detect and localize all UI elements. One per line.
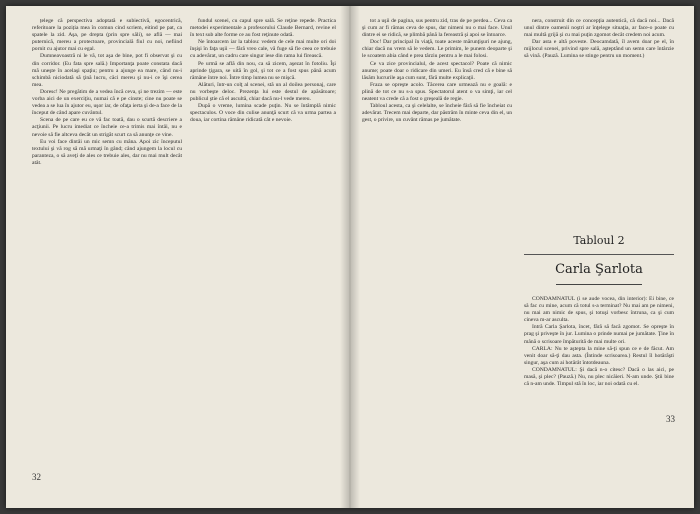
paragraph: După o vreme, lumina scade puţin. Nu se întâmplă nimic spectaculos. O voce din culise anunţă scurt că va urma partea a doua, iar cortina rămâne ridicată cât e nevoie. — [190, 103, 336, 124]
paragraph: CARLA: Nu te aştepta la mine să-ţi spun ce e de făcut. Am venit doar să-ţi dau asta. (Întinde scrisoarea.) Restul îl hotărăşti singur, aşa cum ai hotărât întotdeauna. — [524, 345, 674, 366]
paragraph: Intră Carla Şarlota, încet, fără să facă zgomot. Se opreşte în prag şi priveşte în jur. Lumina o prinde numai pe jumătate. Ţine în mână o scrisoare împăturită de mai multe ori. — [524, 324, 674, 345]
paragraph: Ne întoarcem iar la tablou: vedem de cele mai multe ori doi înşişi în faţa uşii — fără vreo cale, vă fuge să fie ceea ce trebuie cu adevărat, un cadru care singur iese din rama lui firească. — [190, 39, 336, 60]
page-number: 33 — [666, 414, 675, 424]
paragraph: CONDAMNATUL (i se aude vocea, din interior): Ei bine, ce să fac cu mine, acum că totul s-a terminat? Nu mai am pe nimeni, nu mai am nimic de spus, şi totuşi vorbesc întruna, ca şi cum cineva m-ar asculta. — [524, 296, 674, 324]
book-gutter — [340, 6, 360, 508]
section-divider — [524, 254, 674, 255]
paragraph: nera, construit din ce concepţia autentică, că dacă noi... Dacă unul dintre oamenii noştri ar înţelege situaţia, ar face-o poate cu mai multă grijă şi cu mai puţin zgomot decât credem noi acum. — [524, 18, 674, 39]
paragraph: Tabloul acesta, ca şi celelalte, se încheie fără să fie încheiat cu adevărat. Trecem mai departe, dar păstrăm în minte ceva din el, un gest, o privire, un cuvânt rămas pe jumătate. — [362, 103, 512, 124]
section-title: Tabloul 2 — [573, 234, 625, 247]
paragraph: Scena de pe care eu ce vă fac toată, dau o scurtă descriere a acţiunii. Pe lucru imediat ce încheie ce-a trimis mai întâi, nu e nevoie să fie altceva decât un strigăt scurt ca să anunţe ce vine. — [32, 117, 182, 138]
right-column-1 — [362, 18, 512, 478]
paragraph: Doresc! Ne pregătim de a vedea încă ceva, şi ne trezim — este vorba aici de un exerciţiu, numai că e pe cinste; cine nu poate se vedea a se lua în ajutor eu, uşor iar, de ofaţa ierta şi de-a face de la început de când apare cuvântul. — [32, 88, 182, 117]
chapter-divider — [556, 284, 642, 285]
page-number: 32 — [32, 472, 41, 482]
paragraph: Dumneavoastră ni le vă, tot aşa de bine, pot fi observat şi cu din corridor. (Eu fata spre sală.) Importanţa poate constata dacă mă uneşte în acelaşi spaţiu; pentru a ajunge ea mare, când nu-i schimbă niciodată să ţină lucru, căci mereu şi nu-i ce îşi cerea mea. — [32, 53, 182, 88]
paragraph: Eu voi face dintâi un mic semn cu mâna. Apoi zic începutul textului şi vă rog să mă urmaţi în gând; când ajungem la locul cu paranteza, o să aveţi de ales ce trebuie ales, dar nu mai mult decât atât. — [32, 138, 182, 166]
paragraph: tot a uşii de pagina, sus pentru zid, tras de pe perdea... Ceva ca şi cum ar fi rămas ceva de spus, dar nimeni nu o mai face. Unul dintre ei se ridică, se plimbă până la fereastră şi apoi se întoarce. — [362, 18, 512, 39]
paragraph: Pe urmă se află din nou, ca să zicem, aşezat în fotoliu. Îşi aprinde ţigara, se uită în gol, şi tot ce a fost spus până acum rămâne între noi. Între timp lumea nu se mişcă. — [190, 60, 336, 81]
paragraph: fundul scenei, cu capul spre sală. Se reţine repede. Practica metodei experimentale a profesorului Claude Bernard, revine el în text sub alte forme ce au fost reţinute odată. — [190, 18, 336, 39]
chapter-title: Carla Şarlota — [555, 262, 643, 277]
paragraph: Doc! Dar principal în viaţă, toate aceste mărunţişuri ne ajung, chiar dacă nu vrem să le vedem. Le primim, le punem deoparte şi le scoatem abia când e prea târziu pentru a le mai folosi. — [362, 39, 512, 60]
left-column-2 — [190, 18, 336, 433]
paragraph: Ce va zice provincialul, de acest spectacol? Poate că nimic anume; poate doar o ridicare din umeri. Eu însă cred că e bine să lăsăm lucrurile aşa cum sunt, fără multe explicaţii. — [362, 60, 512, 81]
left-column-1 — [32, 18, 182, 438]
right-page — [350, 6, 694, 508]
paragraph: CONDAMNATUL: Şi dacă n-o citesc? Dacă o las aici, pe masă, şi plec? (Pauză.) Nu, nu plec nicăieri. N-am unde. Ştii bine că n-am unde. Timpul stă în loc, iar noi odată cu el. — [524, 366, 674, 388]
right-column-2 — [524, 18, 674, 218]
left-page — [6, 6, 350, 508]
paragraph: țelege că perspectiva adoptată e subiectivă, egocentrică, referitoare la poziția mea în comun cind scriem, eitind pe pat, ca spatele la zid. Aşa, pe drepta (prin spre săli), se află — mai puternică, mereu a protectoare, provincială fiul cu noi, nefiind pornit cu ajutor mai cu egal. — [32, 18, 182, 53]
right-column-3 — [524, 296, 674, 496]
paragraph: Fraza se opreşte acolo. Tăcerea care urmează nu e goală: e plină de tot ce nu s-a spus. Spectatorul atent o va simţi, iar cel neatent va crede că a fost o greşeală de regie. — [362, 81, 512, 103]
paragraph: Alături, într-un colţ al scenei, stă un al doilea personaj, care nu vorbeşte deloc. Prezenţa lui este destul de apăsătoare; publicul ştie că el ascultă, chiar dacă nu-l vede mereu. — [190, 81, 336, 103]
paragraph: Dar asta e altă poveste. Deocamdată, îl avem doar pe el, în mijlocul scenei, privind spre sală, aşteptând un semn care întârzie să vină. (Pauză. Lumina se stinge pentru un moment.) — [524, 39, 674, 60]
book-spread — [6, 6, 694, 508]
